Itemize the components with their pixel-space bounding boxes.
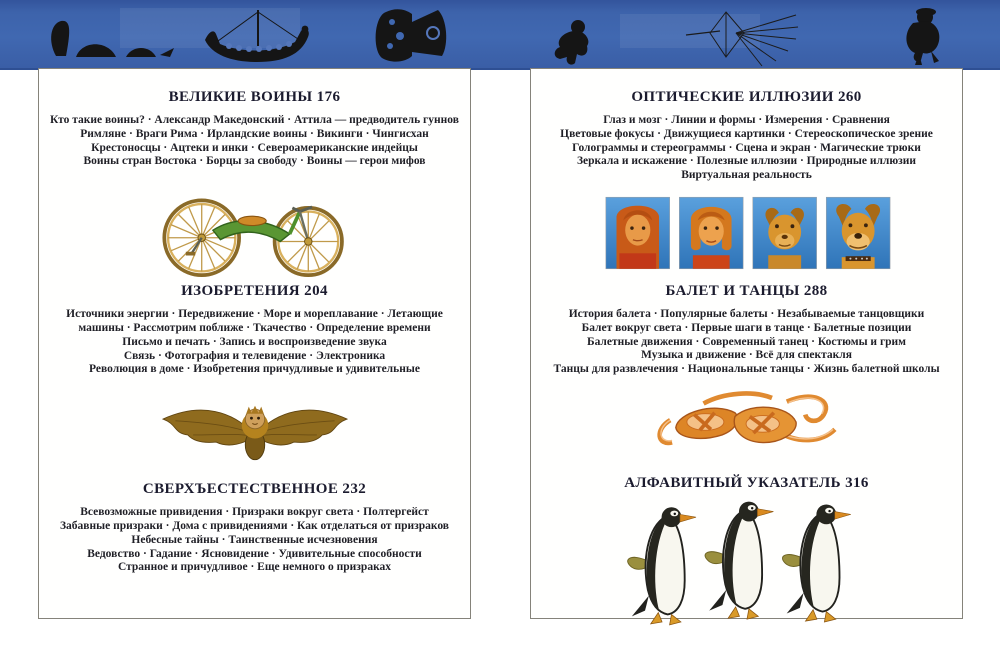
sea-monster-silhouette <box>51 21 174 57</box>
toc-line: Связь · Фотография и телевидение · Электроника <box>123 349 386 362</box>
toc-line: Забавные призраки · Дома с привидениями · Как отделаться от призраков <box>59 519 450 532</box>
toc-lines-optical-illusions <box>531 114 962 183</box>
toc-lines-great-warriors <box>39 114 470 169</box>
ballet-pointe-shoes-illustration <box>647 385 847 459</box>
toc-line: Глаз и мозг · Линии и формы · Измерения · Сравнения <box>603 114 890 126</box>
toc-lines-inventions <box>39 308 470 377</box>
toc-line: Воины стран Востока · Борцы за свободу · Воины — герои мифов <box>83 155 426 168</box>
toc-line: Ведовство · Гадание · Ясновидение · Удивительные способности <box>87 547 422 560</box>
banner <box>0 0 1000 70</box>
toc-line: Небесные тайны · Таинственные исчезновения <box>131 533 378 546</box>
toc-line: Письмо и печать · Запись и воспроизведение звука <box>122 335 387 348</box>
toc-line: Музыка и движение · Всё для спектакля <box>641 349 852 362</box>
prism-light-rays-drawing <box>686 12 798 66</box>
toc-line: Зеркала и искажение · Полезные иллюзии · Природные иллюзии <box>576 155 917 168</box>
right-page <box>530 68 963 619</box>
carved-artifact-silhouette <box>376 9 447 61</box>
section-title-inventions: ИЗОБРЕТЕНИЯ 204 <box>181 283 328 300</box>
section-title-optical-illusions: ОПТИЧЕСКИЕ ИЛЛЮЗИИ 260 <box>631 89 862 105</box>
toc-line: Всевозможные привидения · Призраки вокруг света · Полтергейст <box>80 506 429 519</box>
toc-lines-ballet-dance <box>531 308 962 377</box>
toc-line: машины · Рассмотрим поближе · Ткачество · Определение времени <box>78 321 431 334</box>
toc-line: История балета · Популярные балеты · Незабываемые танцовщики <box>568 307 925 320</box>
toc-lines-supernatural <box>39 506 470 575</box>
girl-to-dog-morphing-faces-illustration <box>602 195 892 271</box>
three-penguins-illustration <box>624 499 860 632</box>
toc-line: Кто такие воины? · Александр Македонский · Аттила — предводитель гуннов <box>50 114 459 126</box>
banner-silhouettes <box>0 0 1000 68</box>
section-title-alphabetical-index: АЛФАВИТНЫЙ УКАЗАТЕЛЬ 316 <box>624 474 869 491</box>
toc-line: Балет вокруг света · Первые шаги в танце · Балетные позиции <box>581 321 912 334</box>
antique-velocipede-bicycle-illustration <box>147 191 363 277</box>
section-title-ballet-dance: БАЛЕТ И ТАНЦЫ 288 <box>665 282 828 299</box>
toc-line: Цветовые фокусы · Движущиеся картинки · Стереоскопическое зрение <box>560 127 933 140</box>
costumed-figure-silhouette <box>906 8 939 65</box>
toc-line: Танцы для развлечения · Национальные танцы · Жизнь балетной школы <box>553 363 940 376</box>
left-page <box>38 68 471 619</box>
toc-line: Голограммы и стереограммы · Сцена и экран · Магические трюки <box>572 141 921 154</box>
toc-line: Источники энергии · Передвижение · Море и мореплавание · Летающие <box>66 308 443 321</box>
toc-line: Крестоносцы · Ацтеки и инки · Североамериканские индейцы <box>91 141 418 154</box>
bat-creature-illustration <box>142 389 368 473</box>
toc-line: Балетные движения · Современный танец · Костюмы и грим <box>586 335 907 348</box>
toc-line: Виртуальная реальность <box>681 169 812 182</box>
section-title-supernatural: СВЕРХЪЕСТЕСТВЕННОЕ 232 <box>142 481 367 498</box>
viking-ship-silhouette <box>205 10 309 62</box>
toc-line: Странное и причудливое · Еще немного о призраках <box>117 561 392 574</box>
toc-line: Римляне · Враги Рима · Ирландские воины · Викинги · Чингисхан <box>80 127 429 140</box>
crouching-dancer-silhouette <box>555 20 589 65</box>
section-title-great-warriors: ВЕЛИКИЕ ВОИНЫ 176 <box>168 89 341 105</box>
toc-line: Революция в доме · Изобретения причудливые и удивительные <box>89 363 420 376</box>
